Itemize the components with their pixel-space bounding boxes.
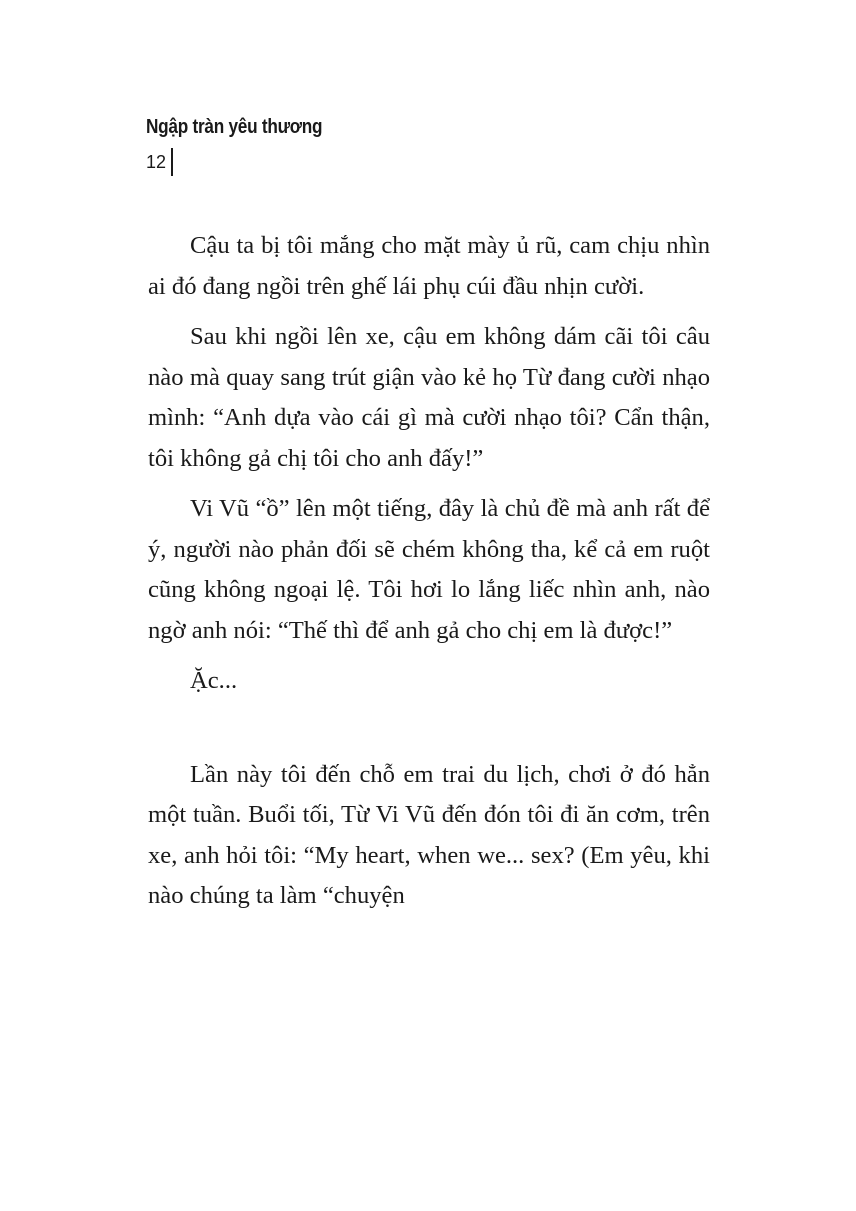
page-number: 12: [146, 152, 167, 172]
paragraph: Vi Vũ “ồ” lên một tiếng, đây là chủ đề mà anh rất để ý, người nào phản đối sẽ chém không tha, kể cả em ruột cũng không ngoại lệ. Tôi hơi lo lắng liếc nhìn anh, nào ngờ anh nói: “Thế thì để anh gả cho chị em là được!”: [148, 495, 710, 644]
section-break: [148, 702, 710, 755]
paragraph: Sau khi ngồi lên xe, cậu em không dám cãi tôi câu nào mà quay sang trút giận vào kẻ họ Từ đang cười nhạo mình: “Anh dựa vào cái gì mà cười nhạo tôi? Cẩn thận, tôi không gả chị tôi cho anh đấy!”: [148, 323, 710, 472]
page-number-rule: [171, 148, 173, 176]
body-text: [148, 226, 710, 917]
paragraph: Ặc...: [190, 667, 238, 694]
book-title: Ngập tràn yêu thương: [146, 116, 323, 138]
paragraph: Cậu ta bị tôi mắng cho mặt mày ủ rũ, cam chịu nhìn ai đó đang ngồi trên ghế lái phụ cúi đầu nhịn cười.: [148, 232, 710, 300]
paragraph: Lần này tôi đến chỗ em trai du lịch, chơi ở đó hẳn một tuần. Buổi tối, Từ Vi Vũ đến đón tôi đi ăn cơm, trên xe, anh hỏi tôi: “My heart, when we... sex? (Em yêu, khi nào chúng ta làm “chuyện: [148, 760, 710, 909]
page-number-row: [146, 148, 173, 176]
running-header: [146, 114, 351, 172]
